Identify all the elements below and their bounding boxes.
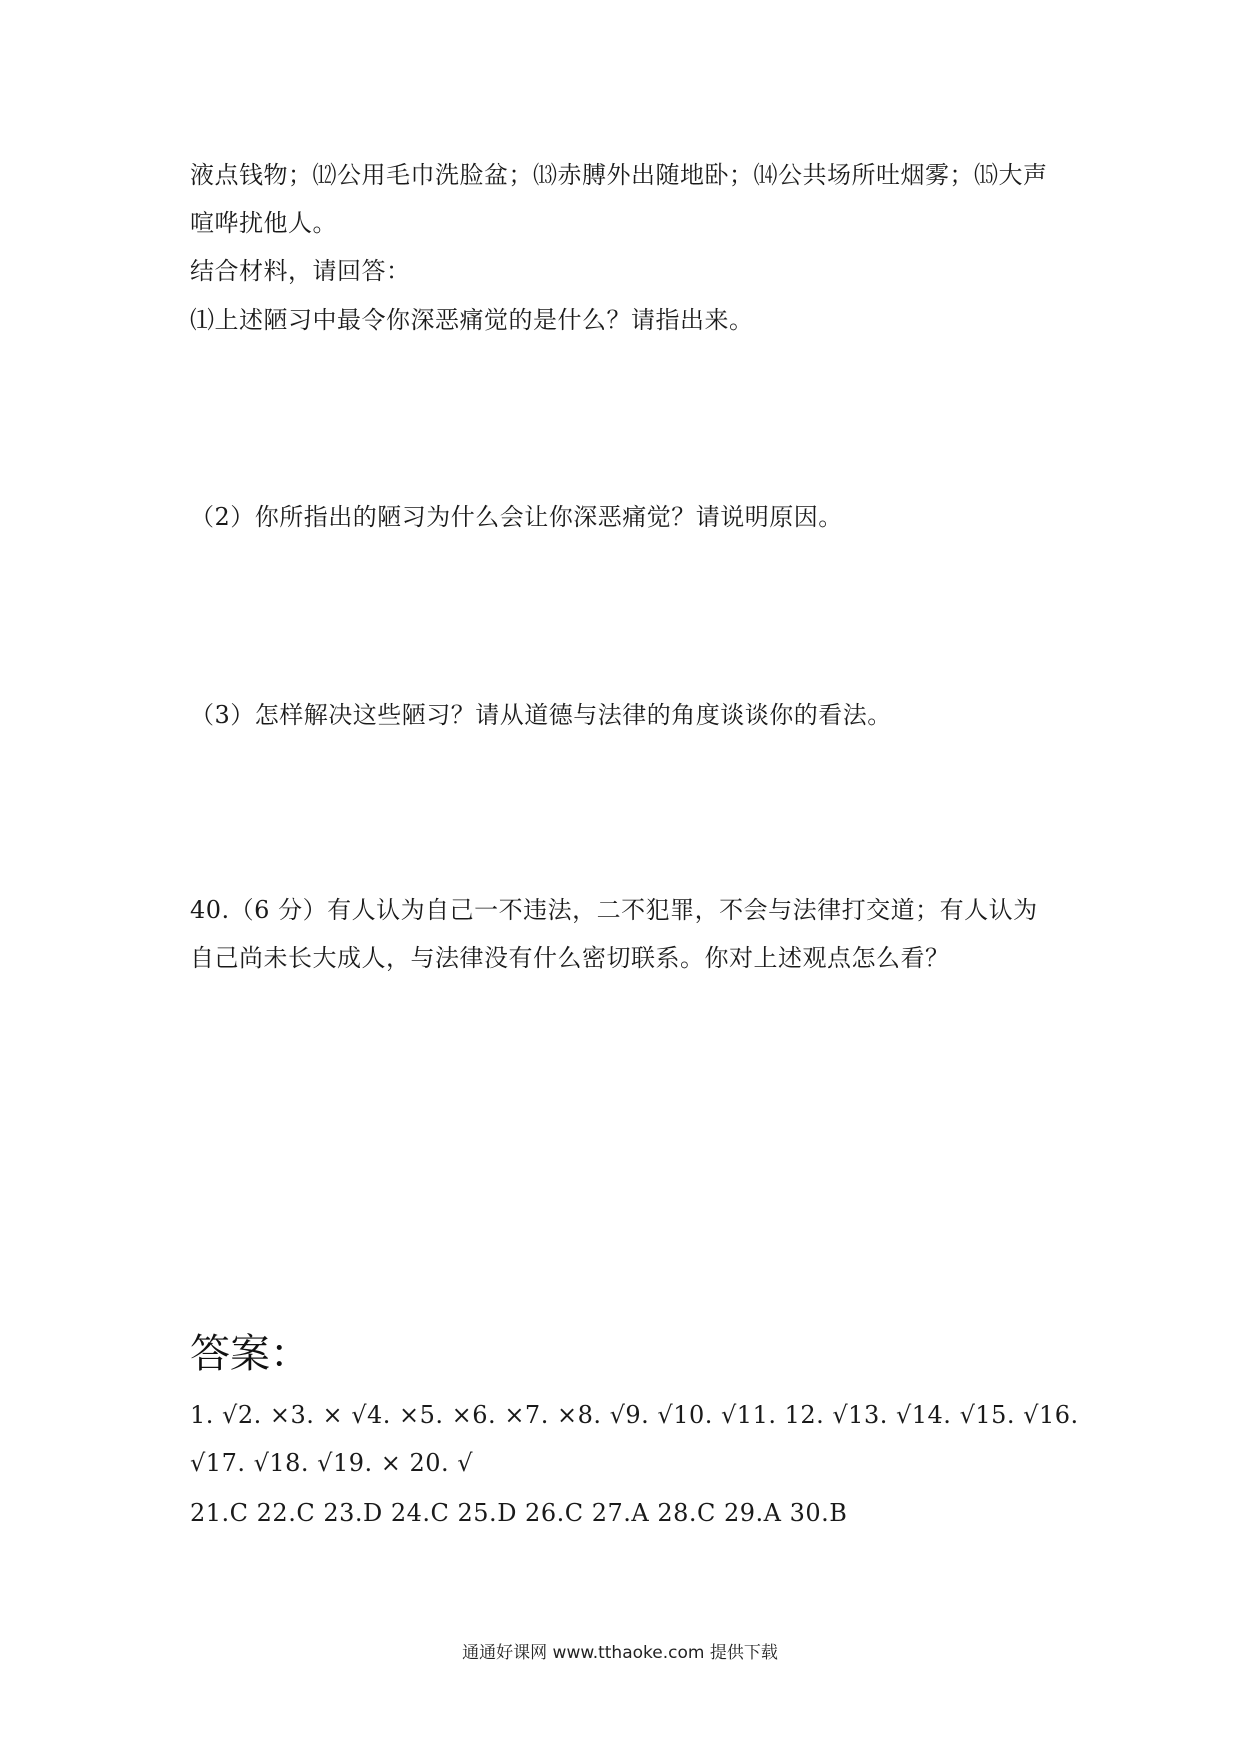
q39-material-line-2: 喧哗扰他人。 bbox=[190, 209, 337, 237]
answers-line-1: 1. √2. ×3. × √4. ×5. ×6. ×7. ×8. √9. √10. √11. 12. √13. √14. √15. √16. bbox=[190, 1401, 1079, 1429]
q39-material-line-1: 液点钱物；⑿公用毛巾洗脸盆；⒀赤膊外出随地卧；⒁公共场所吐烟雾；⒂大声 bbox=[190, 161, 1048, 189]
q39-sub-question-1: ⑴上述陋习中最令你深恶痛觉的是什么？请指出来。 bbox=[190, 306, 754, 334]
q40-line-2: 自己尚未长大成人，与法律没有什么密切联系。你对上述观点怎么看？ bbox=[190, 944, 950, 972]
q39-sub-question-2: （2）你所指出的陋习为什么会让你深恶痛觉？请说明原因。 bbox=[190, 503, 843, 531]
q39-sub-question-3: （3）怎样解决这些陋习？请从道德与法律的角度谈谈你的看法。 bbox=[190, 701, 892, 729]
answers-heading: 答案： bbox=[190, 1331, 310, 1377]
answers-line-3: 21.C 22.C 23.D 24.C 25.D 26.C 27.A 28.C 29.A 30.B bbox=[190, 1499, 848, 1527]
page-footer: 通通好课网 www.tthaoke.com 提供下载 bbox=[462, 1643, 778, 1663]
q40-line-1: 40.（6 分）有人认为自己一不违法，二不犯罪，不会与法律打交道；有人认为 bbox=[190, 896, 1038, 924]
answers-line-2: √17. √18. √19. × 20. √ bbox=[190, 1449, 474, 1477]
q39-prompt: 结合材料，请回答： bbox=[190, 257, 411, 285]
